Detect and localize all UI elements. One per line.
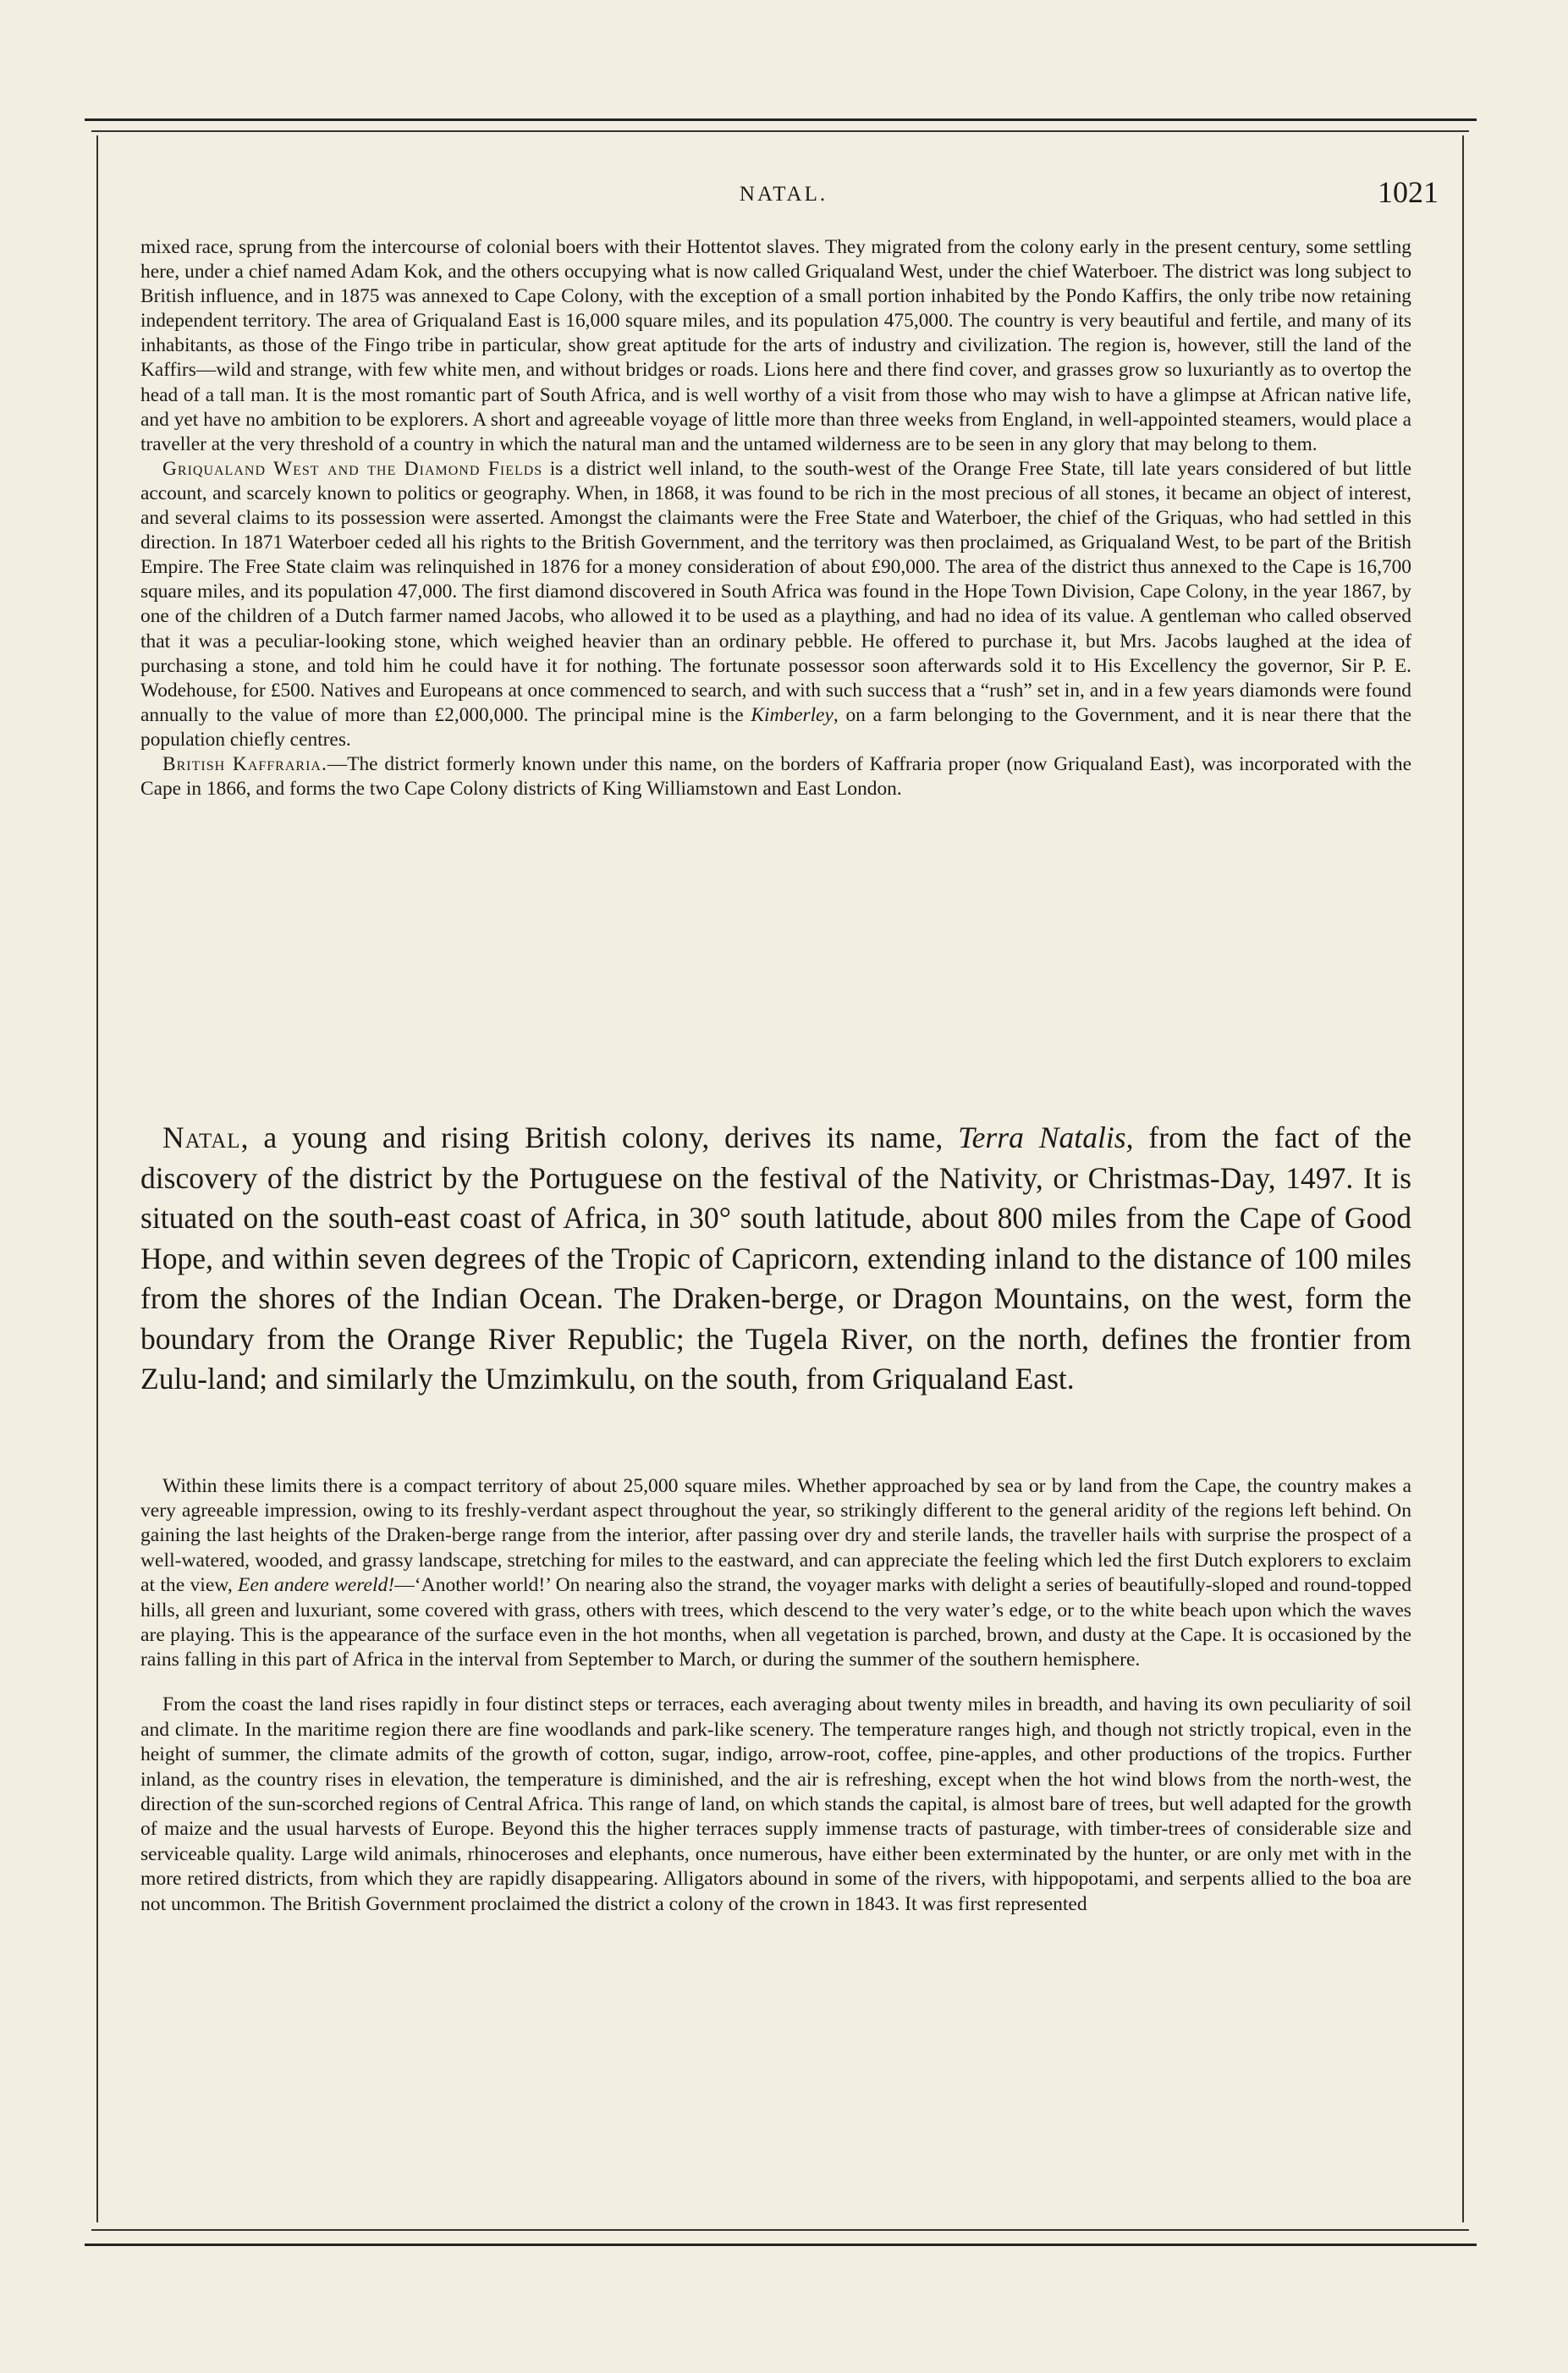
paragraph-natal-terraces: From the coast the land rises rapidly in four distinct steps or terraces, each averaging about twenty miles in breadth, and having its own peculiarity of soil and climate. In the maritime region there are fine woodlands and park-like scenery. The temperature ranges high, and though not strictly tropical, even in the height of summer, the climate admits of the growth of cotton, sugar, indigo, arrow-root, coffee, pine-apples, and other productions of the tropics. Further inland, as the country rises in elevation, the temperature is diminished, and the air is refreshing, except when the hot wind blows from the north-west, the direction of the sun-scorched regions of Central Africa. This range of land, on which stands the capital, is almost bare of trees, but well adapted for the growth of maize and the usual harvests of Europe. Beyond this the higher terraces supply immense tracts of pasturage, with timber-trees of considerable size and serviceable quality. Large wild animals, rhinoceroses and elephants, once numerous, have either been exterminated by the hunter, or are only met with in the more retired districts, from which they are rapidly disappearing. Alligators abound in some of the rivers, with hippopotami, and serpents allied to the boa are not uncommon. The British Government proclaimed the district a colony of the crown in 1843. It was first represented [140,1693,1411,1915]
paragraph-natal-limits [140,1474,1411,1673]
section-natal-body [140,1454,1411,1937]
text-griqualand-west-2: , on a farm belonging to the Government, and it is near there that the population chiefly centres. [140,703,1411,751]
paragraph-british-kaffraria [140,752,1411,801]
text-kimberley: Kimberley [751,703,834,726]
paragraph-griqualand-west [140,457,1411,752]
text-natal-intro-2: from the fact of the discovery of the district by the Portuguese on the festival of the Nativity, or Christmas-Day, 1497. It is situated on the south-east coast of Africa, in 30° south latitude, about 800 miles from the Cape of Good Hope, and within seven degrees of the Tropic of Capricorn, extending inland to the distance of 100 miles from the shores of the Indian Ocean. The Draken-berge, or Dragon Mountains, on the west, form the boundary from the Orange River Republic; the Tugela River, on the north, defines the frontier from Zulu-land; and similarly the Umzimkulu, on the south, from Griqualand East. [140,1120,1411,1396]
left-rule [96,135,98,2222]
section-natal-intro [140,1118,1411,1400]
section-griqualand [140,235,1411,801]
text-een-andere-wereld: Een andere wereld! [238,1574,395,1597]
heading-griqualand-west: Griqualand West and the Diamond Fields [162,457,543,480]
page-header [124,175,1444,222]
text-natal-limits-2: —‘Another world!’ On nearing also the strand, the voyager marks with delight a series of beautifully-sloped and round-topped hills, all green and luxuriant, some covered with grass, others with trees, which descend to the very water’s edge, or to the white beach upon which the waves are playing. This is the appearance of the surface even in the hot months, when all vegetation is parched, brown, and dusty at the Cape. It is occasioned by the rains falling in this part of Africa in the interval from September to March, or during the summer of the southern hemisphere. [140,1574,1411,1671]
right-rule [1462,135,1464,2222]
text-natal-limits-1: Within these limits there is a compact territory of about 25,000 square miles. Whether approached by sea or by land from the Cape, the country makes a very agreeable impression, owing to its freshly-verdant aspect throughout the year, so strikingly different to the general aridity of the regions left behind. On gaining the last heights of the Draken-berge range from the interior, after passing over dry and sterile lands, the traveller hails with surprise the prospect of a well-watered, wooded, and grassy landscape, stretching for miles to the eastward, and can appreciate the feeling which led the first Dutch explorers to exclaim at the view, [140,1474,1411,1597]
text-terra-natalis: Terra Natalis, [958,1120,1134,1154]
page-number: 1021 [1378,175,1439,209]
text-griqualand-west-1: is a district well inland, to the south-west of the Orange Free State, till late years considered of but little account, and scarcely known to politics or geography. When, in 1868, it was found to be rich in the most precious of all stones, it became an object of interest, and several claims to its possession were asserted. Amongst the claimants were the Free State and Waterboer, the chief of the Griquas, who had settled in this direction. In 1871 Waterboer ceded all his rights to the British Government, and the territory was then proclaimed, as Griqualand West, to be part of the British Empire. The Free State claim was relinquished in 1876 for a money consideration of about £90,000. The area of the district thus annexed to the Cape is 16,700 square miles, and its population 47,000. The first diamond discovered in South Africa was found in the Hope Town Division, Cape Colony, in the year 1867, by one of the children of a Dutch farmer named Jacobs, who allowed it to be used as a plaything, and had no idea of its value. A gentleman who called observed that it was a peculiar-looking stone, which weighed heavier than an ordinary pebble. He offered to purchase it, but Mrs. Jacobs laughed at the idea of purchasing a stone, and told him he could have it for nothing. The fortunate possessor soon afterwards sold it to His Excellency the governor, Sir P. E. Wodehouse, for £500. Natives and Europeans at once commenced to search, and with such success that a “rush” set in, and in a few years diamonds were found annually to the value of more than £2,000,000. The principal mine is the [140,457,1411,726]
text-natal-intro-1: , a young and rising British colony, derives its name, [240,1120,959,1154]
heading-natal: Natal [162,1120,241,1154]
running-head: NATAL. [739,183,828,206]
heading-british-kaffraria: British Kaffraria. [162,752,327,775]
paragraph-griqualand-east: mixed race, sprung from the intercourse of colonial boers with their Hottentot slaves. They migrated from the colony early in the present century, some settling here, under a chief named Adam Kok, and the others occupying what is now called Griqualand West, under the chief Waterboer. The district was long subject to British influence, and in 1875 was annexed to Cape Colony, with the exception of a small portion inhabited by the Pondo Kaffirs, the only tribe now retaining independent territory. The area of Griqualand East is 16,000 square miles, and its population 475,000. The country is very beautiful and fertile, and many of its inhabitants, as those of the Fingo tribe in particular, show great aptitude for the arts of industry and civilization. The region is, however, still the land of the Kaffirs—wild and strange, with few white men, and without bridges or roads. Lions here and there find cover, and grasses grow so luxuriantly as to overtop the head of a tall man. It is the most romantic part of South Africa, and is well worthy of a visit from those who may wish to have a glimpse at African native life, and yet have no ambition to be explorers. A short and agreeable voyage of little more than three weeks from England, in well-appointed steamers, would place a traveller at the very threshold of a country in which the natural man and the untamed wilderness are to be seen in any glory that may belong to them. [140,236,1411,455]
paragraph-natal-intro [140,1118,1411,1400]
text-british-kaffraria: —The district formerly known under this name, on the borders of Kaffraria proper (now Griqualand East), was incorporated with the Cape in 1866, and forms the two Cape Colony districts of King Williamstown and East London. [140,752,1411,801]
